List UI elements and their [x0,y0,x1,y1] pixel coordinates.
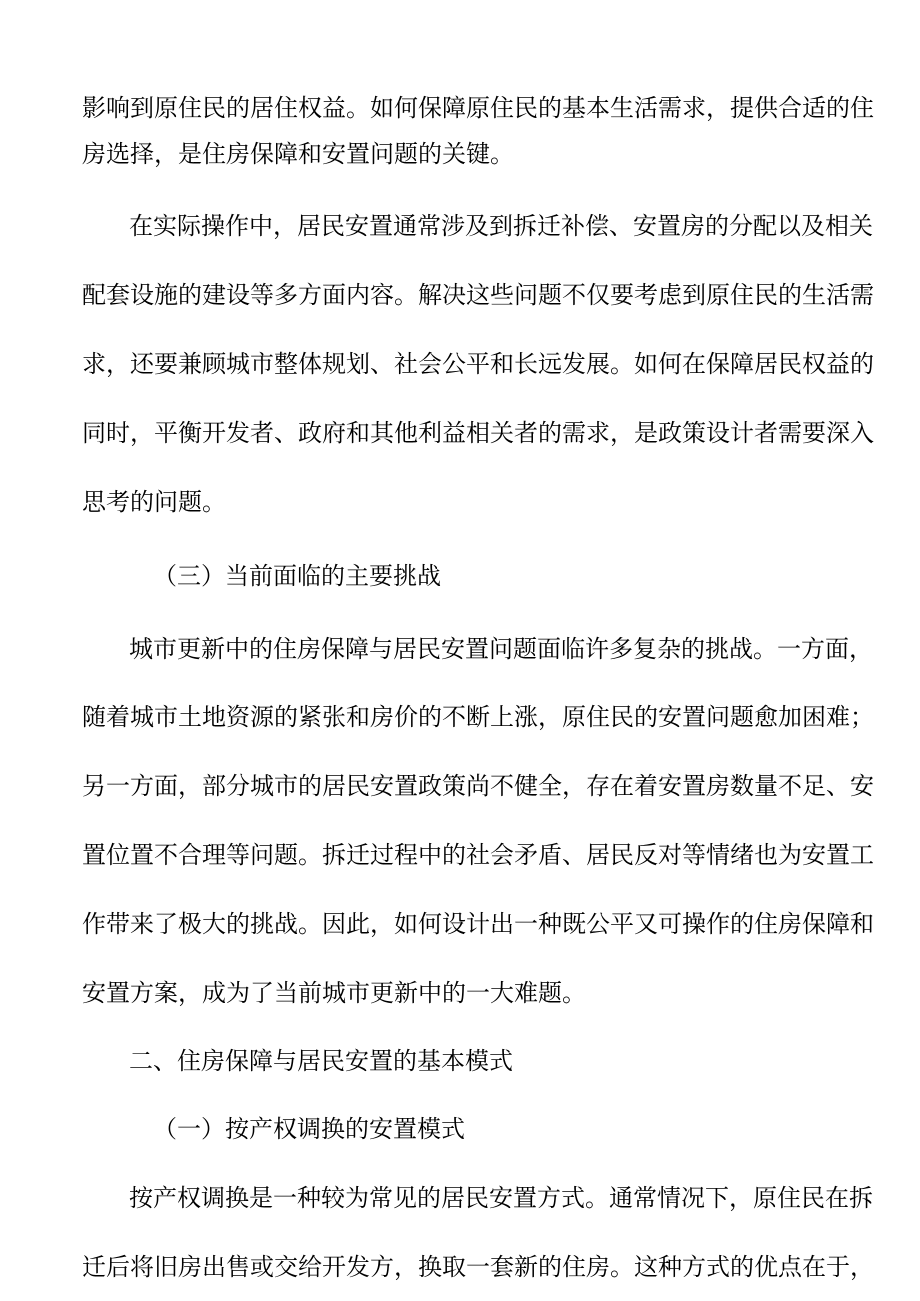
paragraph-line: 思考的问题。 [82,488,226,516]
paragraph-line: 求，还要兼顾城市整体规划、社会公平和长远发展。如何在保障居民权益的 [82,350,874,378]
paragraph-line: 迁后将旧房出售或交给开发方，换取一套新的住房。这种方式的优点在于， [82,1253,874,1281]
paragraph-line: 房选择，是住房保障和安置问题的关键。 [82,140,514,168]
section-heading: （一）按产权调换的安置模式 [153,1115,465,1143]
paragraph-line: 同时，平衡开发者、政府和其他利益相关者的需求，是政策设计者需要深入 [82,419,874,447]
paragraph-line: 置位置不合理等问题。拆迁过程中的社会矛盾、居民反对等情绪也为安置工 [82,841,874,869]
paragraph-line: 影响到原住民的居住权益。如何保障原住民的基本生活需求，提供合适的住 [82,94,874,122]
paragraph-line: 配套设施的建设等多方面内容。解决这些问题不仅要考虑到原住民的生活需 [82,281,874,309]
chapter-heading: 二、住房保障与居民安置的基本模式 [129,1047,513,1075]
paragraph-line: 按产权调换是一种较为常见的居民安置方式。通常情况下，原住民在拆 [129,1184,873,1212]
paragraph-line: 另一方面，部分城市的居民安置政策尚不健全，存在着安置房数量不足、安 [82,772,874,800]
section-heading: （三）当前面临的主要挑战 [153,562,441,590]
paragraph-line: 作带来了极大的挑战。因此，如何设计出一种既公平又可操作的住房保障和 [82,910,874,938]
paragraph-line: 在实际操作中，居民安置通常涉及到拆迁补偿、安置房的分配以及相关 [129,212,873,240]
paragraph-line: 安置方案，成为了当前城市更新中的一大难题。 [82,979,586,1007]
paragraph-line: 城市更新中的住房保障与居民安置问题面临许多复杂的挑战。一方面， [129,635,873,663]
paragraph-line: 随着城市土地资源的紧张和房价的不断上涨，原住民的安置问题愈加困难； [82,703,874,731]
